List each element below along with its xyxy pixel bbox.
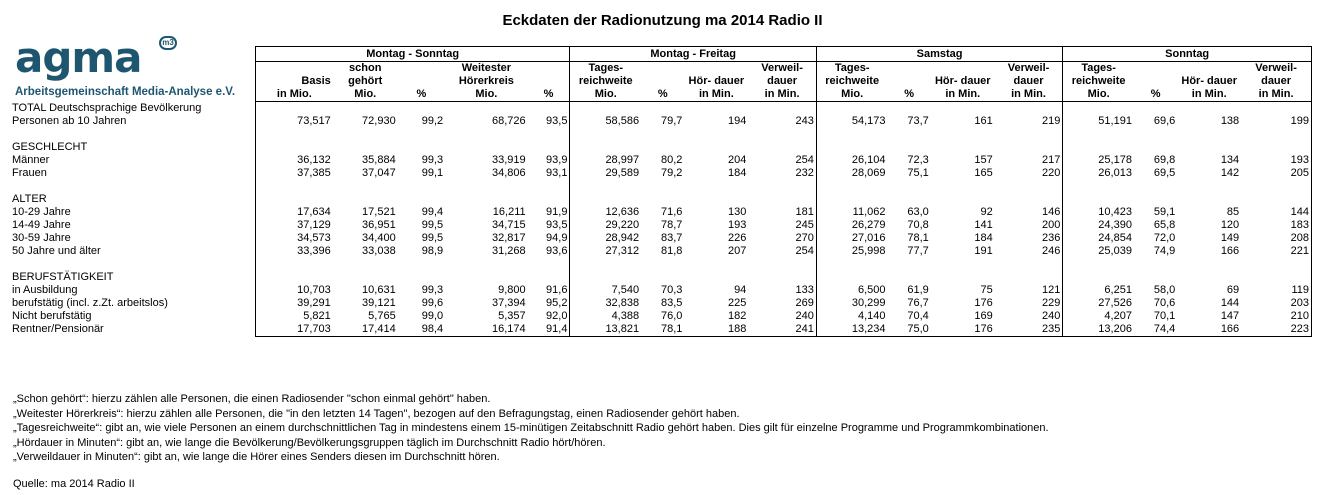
table-cell: 119 [1241,284,1311,297]
table-cell: 75 [980,283,993,296]
column-header-unit: % [1150,88,1161,100]
column-header [888,62,931,102]
table-cell: 83,5 [660,296,683,309]
table-cell: 28,997 [570,154,641,167]
column-header [1241,62,1311,102]
table-cell: 11,062 [816,206,887,219]
group-header: Sonntag [1063,47,1312,62]
table-cell: 29,220 [570,219,641,232]
table-cell: 138 [1220,114,1240,127]
column-header [445,62,527,102]
table-cell: 30,299 [816,297,887,310]
column-header [1063,62,1134,102]
column-header-unit: % [657,88,668,100]
table-cell: 210 [1241,310,1311,323]
table-cell: 166 [1220,244,1240,257]
table-cell: 184 [974,231,993,244]
table-cell: 95,2 [546,296,568,309]
row-label: 14-49 Jahre [12,218,71,231]
table-cell: 17,414 [333,323,398,337]
table-cell: 77,7 [907,244,929,257]
column-header [1177,62,1241,102]
table-cell: 99,2 [421,114,444,127]
table-cell: 183 [1241,219,1311,232]
table-cell: 6,251 [1063,284,1134,297]
table-cell: 217 [1041,153,1061,166]
table-cell: 219 [1041,114,1061,127]
table-cell: 142 [1220,166,1240,179]
group-header: Samstag [816,47,1062,62]
table-cell: 182 [727,309,747,322]
column-header-line [400,62,443,88]
radio-usage-table [10,46,1312,337]
table-cell: 141 [974,218,993,231]
column-header-line [643,62,682,88]
table-cell: 24,854 [1063,232,1134,245]
table-cell: 176 [931,323,995,337]
section-title: BERUFSTÄTIGKEIT [12,270,114,283]
table-cell: 32,838 [570,297,641,310]
column-header-unit: in Min. [1191,88,1227,100]
table-cell: 27,526 [1063,297,1134,310]
table-cell: 28,942 [570,232,641,245]
row-label: Männer [12,153,50,166]
column-header-unit: in Mio. [276,88,312,100]
row-label: Nicht berufstätig [12,309,92,322]
table-cell: 176 [974,296,993,309]
table-cell: 10,703 [255,284,332,297]
footnote: „Hördauer in Minuten“: gibt an, wie lange die Bevölkerung/Bevölkerungsgruppen täglich im Durchschnitt Radio hört/hören. [13,436,606,449]
table-cell: 203 [1241,297,1311,310]
table-cell: 193 [727,218,747,231]
column-header-line [1136,62,1175,88]
table-cell: 94,9 [546,231,568,244]
table-cell: 269 [795,296,814,309]
table-cell: 99,3 [421,283,444,296]
section-title: TOTAL Deutschsprachige Bevölkerung [12,101,202,114]
table-cell: 24,390 [1063,219,1134,232]
section-row [10,102,1312,115]
table-cell: 147 [1220,309,1240,322]
table-row [10,310,1312,323]
table-cell: 121 [1041,283,1061,296]
footnotes [13,392,1049,465]
table-cell: 33,396 [255,245,332,258]
column-header-line: Tages- reichweite [825,62,880,87]
table-cell: 91,4 [528,323,570,337]
table-cell: 99,5 [421,218,444,231]
table-cell: 37,047 [362,166,396,179]
table-cell: 188 [684,323,748,337]
table-cell: 70,8 [907,218,929,231]
table-cell: 58,586 [570,115,641,128]
table-row [10,219,1312,232]
table-cell: 270 [795,231,814,244]
table-row [10,284,1312,297]
column-header-unit: % [904,88,915,100]
column-header-line: Tages- reichweite [578,62,633,87]
table-cell: 26,104 [816,154,887,167]
table-cell: 36,951 [362,218,396,231]
table-cell: 70,3 [660,283,683,296]
table-cell: 34,715 [491,218,526,231]
section-row [10,193,1312,206]
table-cell: 5,765 [368,309,396,322]
table-cell: 25,039 [1063,245,1134,258]
table-row [10,245,1312,258]
table-cell: 169 [974,309,993,322]
table-cell: 72,3 [907,153,929,166]
table-cell: 254 [795,153,814,166]
table-cell: 13,821 [570,323,641,337]
table-cell: 27,016 [816,232,887,245]
table-cell: 205 [1241,167,1311,180]
table-cell: 34,806 [491,166,526,179]
table-cell: 74,4 [1134,323,1177,337]
column-header-unit: Mio. [594,88,617,100]
table-cell: 39,121 [362,296,396,309]
section-row [10,141,1312,154]
table-cell: 80,2 [660,153,683,166]
table-cell: 75,1 [907,166,929,179]
table-cell: 76,7 [907,296,929,309]
table-cell: 83,7 [660,231,683,244]
table-cell: 93,5 [546,218,568,231]
table-cell: 33,038 [362,244,396,257]
table-cell: 73,7 [907,114,929,127]
column-header [528,62,570,102]
group-header: Montag - Freitag [570,47,816,62]
table-cell: 220 [1041,166,1061,179]
column-header-unit: Mio. [1087,88,1110,100]
column-header [333,62,398,102]
table-cell: 166 [1177,323,1241,337]
table-cell: 32,817 [491,231,526,244]
column-header [995,62,1063,102]
table-cell: 5,357 [498,309,526,322]
table-cell: 149 [1220,231,1240,244]
column-header [931,62,995,102]
row-label: 50 Jahre und älter [12,244,101,257]
table-cell: 73,517 [255,115,332,128]
table-cell: 91,6 [546,283,568,296]
column-header-unit: Mio. [841,88,864,100]
column-header-unit: % [416,88,427,100]
logo-badge: m3 [159,36,177,50]
column-header-line: Hör- dauer [934,75,991,87]
table-cell: 9,800 [498,283,526,296]
table-cell: 130 [727,205,747,218]
table-cell: 61,9 [907,283,929,296]
table-cell: 25,998 [816,245,887,258]
table-cell: 68,726 [491,114,526,127]
table-cell: 94 [734,283,747,296]
table-cell: 70,6 [1153,296,1176,309]
table-cell: 99,3 [421,153,444,166]
column-header [570,62,641,102]
table-cell: 232 [795,166,814,179]
table-cell: 98,9 [421,244,444,257]
table-cell: 93,9 [546,153,568,166]
page-title: Eckdaten der Radionutzung ma 2014 Radio II [502,12,823,29]
column-header-line: Hör- dauer [688,75,745,87]
table-cell: 37,129 [255,219,332,232]
footnote: „Verweildauer in Minuten“: gibt an, wie lange die Hörer eines Senders diesen im Durchschnitt hören. [13,451,500,464]
column-header [1134,62,1177,102]
table-cell: 99,1 [421,166,444,179]
table-cell: 10,423 [1063,206,1134,219]
table-cell: 78,7 [660,218,683,231]
table-cell: 229 [1041,296,1061,309]
table-cell: 36,132 [255,154,332,167]
table-cell: 99,5 [421,231,444,244]
table-cell: 25,178 [1063,154,1134,167]
table-cell: 70,4 [907,309,929,322]
table-cell: 246 [1041,244,1061,257]
table-cell: 241 [748,323,816,337]
table-cell: 120 [1220,218,1240,231]
table-cell: 51,191 [1063,115,1134,128]
table-cell: 29,589 [570,167,641,180]
table-cell: 69,8 [1153,153,1176,166]
table-cell: 34,573 [255,232,332,245]
group-header: Montag - Sonntag [255,47,570,62]
table-cell: 194 [727,114,747,127]
table-cell: 157 [974,153,993,166]
table-cell: 240 [795,309,814,322]
table-cell: 254 [795,244,814,257]
table-cell: 4,388 [570,310,641,323]
table-cell: 17,703 [255,323,332,337]
column-header-unit: in Min. [945,88,981,100]
table-row [10,297,1312,310]
logo-wordmark: agma [15,33,142,82]
table-cell: 240 [1041,309,1061,322]
table-cell: 200 [1041,218,1061,231]
table-cell: 78,1 [907,231,929,244]
table-cell: 27,312 [570,245,641,258]
table-cell: 76,0 [660,309,683,322]
table-cell: 72,930 [362,114,396,127]
table-cell: 16,174 [445,323,527,337]
table-cell: 99,4 [421,205,444,218]
table-row [10,115,1312,128]
table-cell: 31,268 [491,244,526,257]
table-row [10,154,1312,167]
column-header-line: Hör- dauer [1181,75,1238,87]
table-cell: 65,8 [1153,218,1176,231]
table-cell: 243 [795,114,814,127]
column-header-unit: in Min. [698,88,734,100]
table-cell: 79,7 [660,114,683,127]
table-cell: 81,8 [660,244,683,257]
row-label: berufstätig (incl. z.Zt. arbeitslos) [12,296,168,309]
column-header [398,62,445,102]
table-cell: 71,6 [660,205,683,218]
column-header-line: Verweil- dauer [761,62,803,87]
table-cell: 7,540 [570,284,641,297]
column-header [684,62,748,102]
table-cell: 54,173 [816,115,887,128]
column-header-unit: Mio. [475,88,498,100]
table-cell: 144 [1241,206,1311,219]
column-header [641,62,684,102]
table-cell: 91,9 [546,205,568,218]
footnote: „Tagesreichweite“: gibt an, wie viele Personen an einem durchschnittlichen Tag in mindestens einem 15-minütigen Zeitabschnitt Radio gehört haben. Dies gilt für einzelne Programme und Programmkombinationen. [13,422,1049,435]
row-label: 10-29 Jahre [12,205,71,218]
table-cell: 12,636 [570,206,641,219]
table-cell: 75,0 [888,323,931,337]
table-cell: 236 [1041,231,1061,244]
source-note: Quelle: ma 2014 Radio II [13,478,135,490]
table-cell: 35,884 [362,153,396,166]
table-cell: 161 [974,114,993,127]
table-cell: 33,919 [491,153,526,166]
table-cell: 4,207 [1063,310,1134,323]
table-cell: 37,394 [491,296,526,309]
table-cell: 85 [1226,205,1240,218]
row-label: Frauen [12,166,47,179]
table-cell: 99,0 [421,309,444,322]
table-cell: 245 [795,218,814,231]
table-cell: 58,0 [1153,283,1176,296]
table-cell: 98,4 [398,323,445,337]
column-header-line [530,62,568,88]
table-cell: 223 [1241,323,1311,337]
table-cell: 193 [1241,154,1311,167]
table-cell: 92,0 [546,309,568,322]
table-cell: 225 [727,296,747,309]
table-cell: 26,279 [816,219,887,232]
table-cell: 93,1 [546,166,568,179]
row-label: Rentner/Pensionär [12,322,104,335]
column-header-line [890,62,929,88]
table-cell: 226 [727,231,747,244]
table-cell: 34,400 [362,231,396,244]
footnote: „Weitester Hörerkreis“: hierzu zählen alle Personen, die "in den letzten 14 Tagen", bezogen auf den Befragungstag, einen Radiosender gehört haben. [13,407,740,420]
column-header-unit: in Min. [1011,88,1046,100]
table-cell: 39,291 [255,297,332,310]
table-cell: 37,385 [255,167,332,180]
table-cell: 221 [1241,245,1311,258]
table-cell: 26,013 [1063,167,1134,180]
table-cell: 208 [1241,232,1311,245]
column-header-line: Verweil- dauer [1007,62,1050,87]
table-cell: 204 [727,153,747,166]
section-title: GESCHLECHT [12,140,88,153]
column-header-line: Basis [301,75,331,87]
table-cell: 10,631 [362,283,396,296]
table-cell: 199 [1241,115,1311,128]
section-title: ALTER [12,192,47,205]
table-cell: 69,5 [1153,166,1176,179]
table-cell: 16,211 [492,205,526,218]
column-header-line: Verweil- dauer [1255,62,1297,87]
table-cell: 93,6 [546,244,568,257]
table-cell: 69 [1226,283,1240,296]
table-row [10,323,1312,337]
table-cell: 184 [727,166,747,179]
table-cell: 191 [974,244,993,257]
table-cell: 13,234 [816,323,887,337]
column-header [748,62,816,102]
table-cell: 146 [1041,205,1061,218]
column-header-line: schon gehört [348,62,383,87]
column-header-line: Weitester Hörerkreis [458,62,514,87]
table-cell: 79,2 [660,166,683,179]
table-cell: 28,069 [816,167,887,180]
column-header-unit: in Min. [1258,88,1294,100]
row-label: 30-59 Jahre [12,231,71,244]
column-header-line: Tages- reichweite [1071,62,1126,87]
column-header-unit: Mio. [354,88,377,100]
section-row [10,271,1312,284]
table-row [10,167,1312,180]
table-row [10,232,1312,245]
row-label: Personen ab 10 Jahren [12,114,127,127]
table-cell: 74,9 [1153,244,1176,257]
table-cell: 13,206 [1063,323,1134,337]
table-cell: 17,521 [362,205,396,218]
table-row [10,206,1312,219]
table-cell: 4,140 [816,310,887,323]
table-cell: 6,500 [816,284,887,297]
column-header [255,62,332,102]
table-cell: 92 [980,205,993,218]
table-cell: 72,0 [1153,231,1176,244]
table-cell: 93,5 [546,114,568,127]
table-cell: 165 [974,166,993,179]
table-cell: 99,6 [421,296,444,309]
table-cell: 17,634 [255,206,332,219]
table-cell: 69,6 [1153,114,1176,127]
column-header-unit: in Min. [764,88,800,100]
table-cell: 78,1 [641,323,684,337]
table-cell: 59,1 [1153,205,1176,218]
column-header-unit: % [543,88,554,100]
table-cell: 181 [795,205,814,218]
footnote: „Schon gehört“: hierzu zählen alle Personen, die einen Radiosender "schon einmal gehört" haben. [13,393,491,405]
table-cell: 207 [727,244,747,257]
table-cell: 144 [1220,296,1240,309]
table-cell: 5,821 [255,310,332,323]
table-cell: 235 [995,323,1063,337]
table-cell: 63,0 [907,205,929,218]
column-header [816,62,887,102]
row-label: in Ausbildung [12,283,78,296]
table-cell: 134 [1220,153,1240,166]
table-cell: 133 [795,283,814,296]
logo-subline: Arbeitsgemeinschaft Media-Analyse e.V. [15,86,236,98]
table-cell: 70,1 [1153,309,1176,322]
